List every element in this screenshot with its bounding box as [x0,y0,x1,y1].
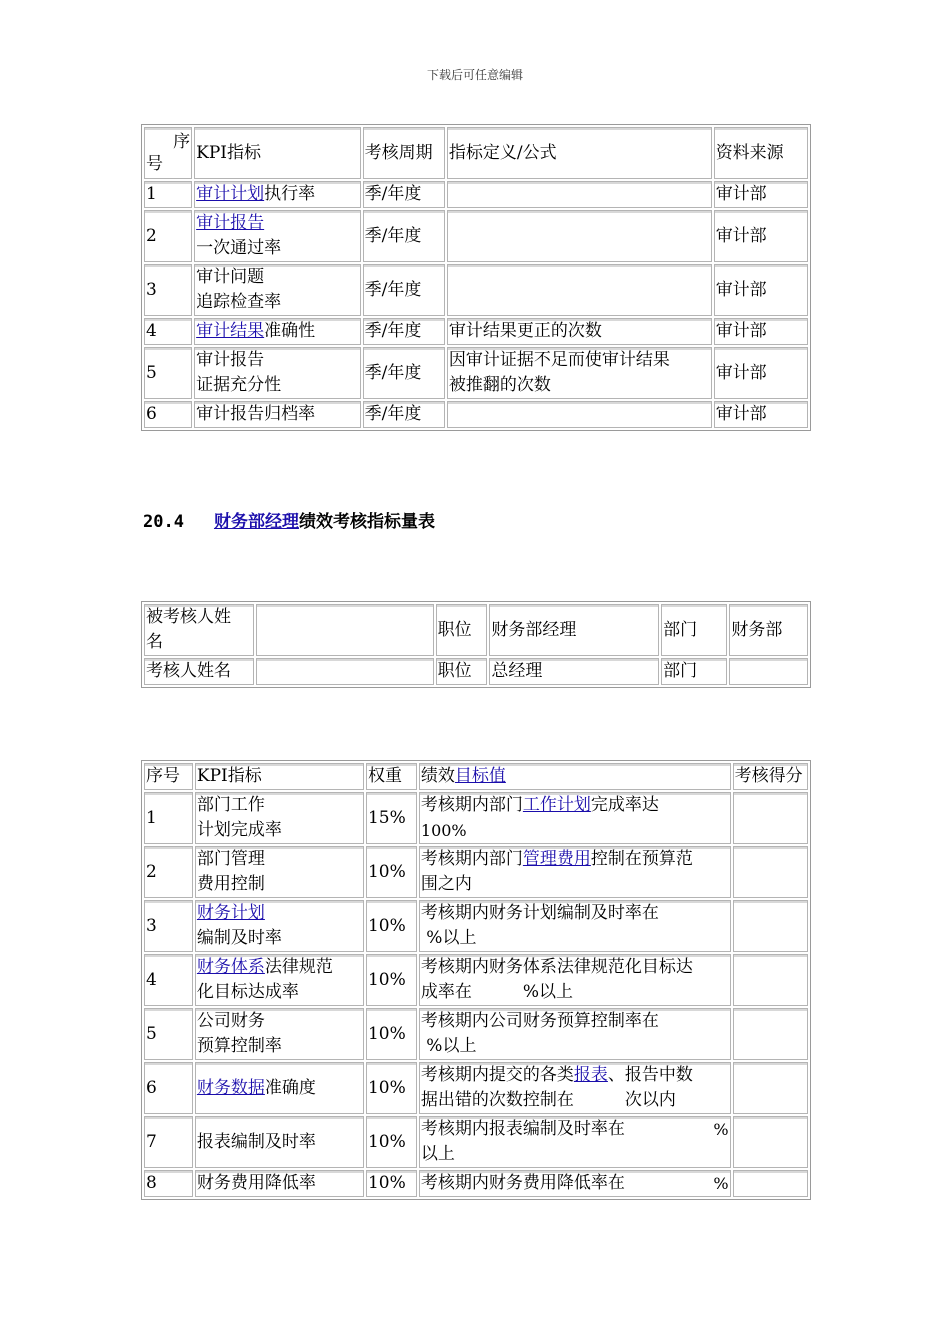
row-definition [447,401,712,428]
table-header-row [144,763,808,790]
row-definition: 因审计证据不足而使审计结果 被推翻的次数 [447,347,712,399]
position-value: 财务部经理 [489,604,659,656]
row-period: 季/年度 [363,347,445,399]
row-source: 审计部 [714,347,808,399]
row-weight: 10% [366,846,417,898]
header-source: 资料来源 [714,127,808,179]
table-row [144,318,808,345]
assessee-label: 被考核人姓 名 [144,604,254,656]
header-seq: 序号 [144,763,193,790]
row-no: 5 [144,347,192,399]
row-score[interactable] [733,1116,808,1168]
row-weight: 10% [366,1170,417,1197]
row-kpi: 审计报告 一次通过率 [194,210,361,262]
row-target: 考核期内财务计划编制及时率在 %以上 [419,900,731,952]
section-title [143,507,435,532]
table-row [144,210,808,262]
row-score[interactable] [733,846,808,898]
row-weight: 10% [366,900,417,952]
row-kpi: 财务数据准确度 [195,1062,364,1114]
header-target: 绩效目标值 [419,763,731,790]
section-title-text: 绩效考核指标量表 [298,512,435,532]
header-score: 考核得分 [733,763,808,790]
assessor-label: 考核人姓名 [144,658,254,685]
row-target: 考核期内公司财务预算控制率在 %以上 [419,1008,731,1060]
row-period: 季/年度 [363,401,445,428]
header-weight: 权重 [366,763,417,790]
position-label: 职位 [436,658,488,685]
department-label: 部门 [661,604,727,656]
row-score[interactable] [733,954,808,1006]
target-link[interactable]: 报表 [573,1065,608,1085]
row-period: 季/年度 [363,318,445,345]
department-value [729,658,808,685]
table-row [144,1170,808,1197]
row-no: 1 [144,792,193,844]
row-period: 季/年度 [363,264,445,316]
header-note: 下载后可任意编辑 [426,68,523,82]
table-row [144,604,808,656]
section-number: 20.4 [143,512,184,532]
target-link[interactable]: 管理费用 [522,849,591,869]
row-kpi: 审计报告归档率 [194,401,361,428]
header-period: 考核周期 [363,127,445,179]
finance-kpi-table [141,760,811,1200]
row-source: 审计部 [714,318,808,345]
kpi-link[interactable]: 财务数据 [196,1077,265,1098]
kpi-link[interactable]: 审计报告 [196,213,265,233]
position-value: 总经理 [489,658,659,685]
kpi-link[interactable]: 审计结果 [196,321,265,341]
kpi-link[interactable]: 财务计划 [196,903,265,923]
table-row [144,954,808,1006]
table-row [144,1008,808,1060]
table-row [144,1116,808,1168]
kpi-link[interactable]: 财务体系 [196,957,265,977]
row-no: 3 [144,900,193,952]
row-kpi: 审计计划执行率 [194,181,361,208]
row-weight: 15% [366,792,417,844]
row-no: 4 [144,954,193,1006]
row-definition: 审计结果更正的次数 [447,318,712,345]
row-kpi: 财务体系法律规范 化目标达成率 [195,954,364,1006]
person-info-table [141,601,811,688]
row-kpi: 财务费用降低率 [195,1170,364,1197]
row-score[interactable] [733,792,808,844]
row-no: 2 [144,210,192,262]
row-score[interactable] [733,1008,808,1060]
assessee-name[interactable] [256,604,434,656]
row-score[interactable] [733,1062,808,1114]
row-weight: 10% [366,1008,417,1060]
row-kpi: 部门管理 费用控制 [195,846,364,898]
table-header-row [144,127,808,179]
row-weight: 10% [366,1116,417,1168]
table-row [144,792,808,844]
table-row [144,264,808,316]
row-kpi: 报表编制及时率 [195,1116,364,1168]
row-no: 8 [144,1170,193,1197]
row-definition [447,181,712,208]
row-no: 1 [144,181,192,208]
row-target: 考核期内财务费用降低率在 % [419,1170,731,1197]
department-value: 财务部 [729,604,808,656]
table-row [144,658,808,685]
row-no: 6 [144,1062,193,1114]
table-row [144,1062,808,1114]
department-label: 部门 [661,658,727,685]
position-label: 职位 [436,604,488,656]
header-kpi: KPI指标 [194,127,361,179]
row-period: 季/年度 [363,210,445,262]
row-target: 考核期内部门管理费用控制在预算范 围之内 [419,846,731,898]
audit-kpi-table [141,124,811,431]
table-row [144,846,808,898]
row-kpi: 审计报告 证据充分性 [194,347,361,399]
row-kpi: 财务计划 编制及时率 [195,900,364,952]
assessor-name[interactable] [256,658,434,685]
row-source: 审计部 [714,210,808,262]
table-row [144,401,808,428]
row-period: 季/年度 [363,181,445,208]
row-kpi: 审计问题 追踪检查率 [194,264,361,316]
row-no: 7 [144,1116,193,1168]
header-kpi: KPI指标 [195,763,364,790]
row-target: 考核期内部门工作计划完成率达 100% [419,792,731,844]
row-score[interactable] [733,900,808,952]
row-kpi: 审计结果准确性 [194,318,361,345]
row-definition [447,210,712,262]
target-link[interactable]: 工作计划 [522,795,591,815]
row-source: 审计部 [714,181,808,208]
section-title-link[interactable]: 财务部经理 [213,512,299,532]
row-no: 4 [144,318,192,345]
header-definition: 指标定义/公式 [447,127,712,179]
row-target: 考核期内财务体系法律规范化目标达 成率在 %以上 [419,954,731,1006]
table-row [144,181,808,208]
row-score[interactable] [733,1170,808,1197]
header-seq: 序 号 [144,127,192,179]
row-definition [447,264,712,316]
row-target: 考核期内提交的各类报表、报告中数 据出错的次数控制在 次以内 [419,1062,731,1114]
row-no: 2 [144,846,193,898]
row-target: 考核期内报表编制及时率在 % 以上 [419,1116,731,1168]
target-value-link[interactable]: 目标值 [454,766,506,786]
table-row [144,347,808,399]
row-no: 5 [144,1008,193,1060]
row-kpi: 部门工作 计划完成率 [195,792,364,844]
row-no: 3 [144,264,192,316]
row-weight: 10% [366,1062,417,1114]
row-no: 6 [144,401,192,428]
row-kpi: 公司财务 预算控制率 [195,1008,364,1060]
row-source: 审计部 [714,264,808,316]
table-row [144,900,808,952]
row-source: 审计部 [714,401,808,428]
kpi-link[interactable]: 审计计划 [196,184,265,204]
row-weight: 10% [366,954,417,1006]
